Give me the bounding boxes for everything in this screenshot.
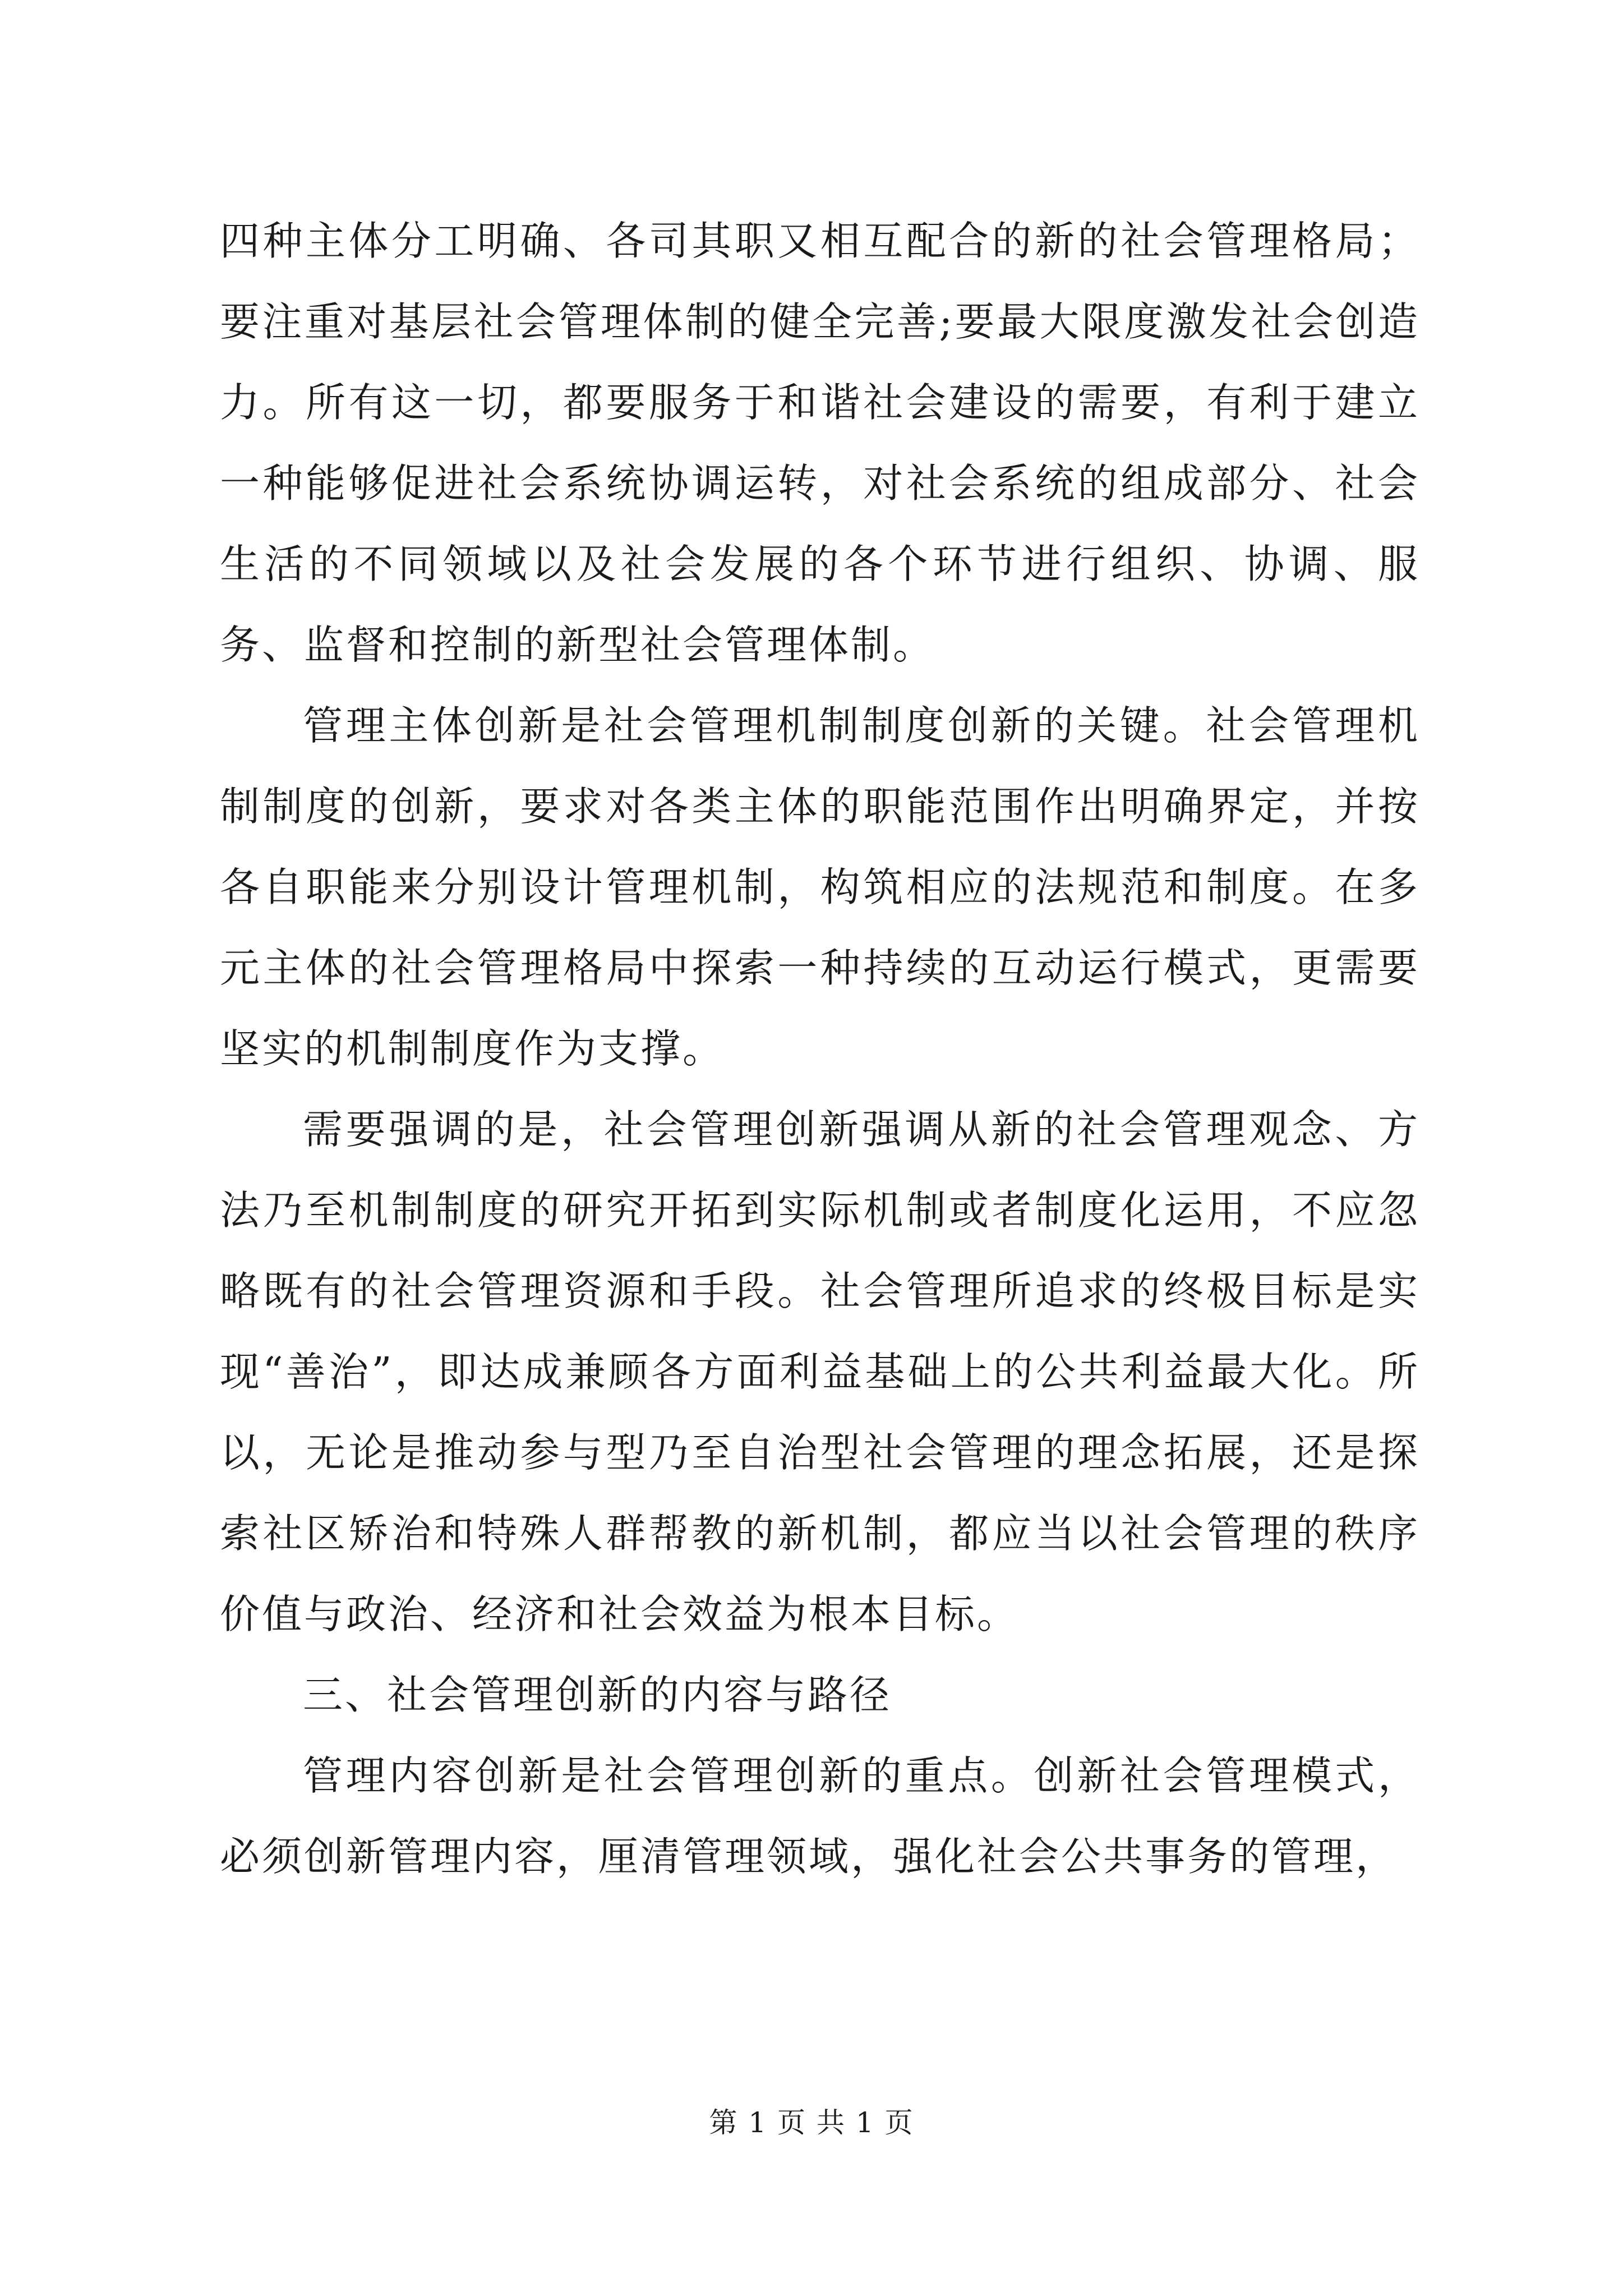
paragraph-3: 需要强调的是，社会管理创新强调从新的社会管理观念、方法乃至机制制度的研究开拓到实际机制或者制度化运用，不应忽略既有的社会管理资源和手段。社会管理所追求的终极目标是实现“善治”，即达成兼顾各方面利益基础上的公共利益最大化。所以，无论是推动参与型乃至自治型社会管理的理念拓展，还是探索社区矫治和特殊人群帮教的新机制，都应当以社会管理的秩序价值与政治、经济和社会效益为根本目标。 [220,1106,1420,1637]
paragraph-4: 管理内容创新是社会管理创新的重点。创新社会管理模式，必须创新管理内容，厘清管理领域，强化社会公共事务的管理， [220,1752,1420,1880]
paragraph-1: 四种主体分工明确、各司其职又相互配合的新的社会管理格局；要注重对基层社会管理体制的健全完善;要最大限度激发社会创造力。所有这一切，都要服务于和谐社会建设的需要，有利于建立一种能够促进社会系统协调运转，对社会系统的组成部分、社会生活的不同领域以及社会发展的各个环节进行组织、协调、服务、监督和控制的新型社会管理体制。 [220,218,1420,668]
paragraph-2: 管理主体创新是社会管理机制制度创新的关键。社会管理机制制度的创新，要求对各类主体的职能范围作出明确界定，并按各自职能来分别设计管理机制，构筑相应的法规范和制度。在多元主体的社会管理格局中探索一种持续的互动运行模式，更需要坚实的机制制度作为支撑。 [220,702,1420,1072]
document-body [220,201,1420,1897]
page-footer: 第 1 页 共 1 页 [709,2106,914,2139]
section-heading: 三、社会管理创新的内容与路径 [303,1672,892,1718]
